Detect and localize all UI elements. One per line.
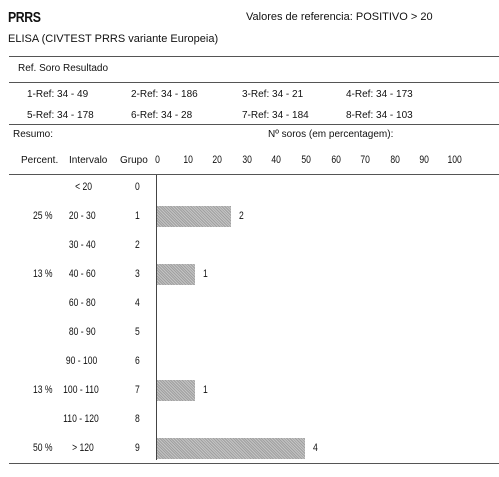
ref-item: 3-Ref: 34 - 21 bbox=[242, 89, 304, 100]
group-label: 5 bbox=[135, 326, 140, 338]
group-label: 4 bbox=[135, 297, 140, 309]
bar bbox=[157, 206, 231, 227]
page-title: PRRS bbox=[8, 9, 41, 26]
x-tick-label: 60 bbox=[330, 154, 341, 166]
x-tick-label: 80 bbox=[390, 154, 400, 166]
divider bbox=[9, 56, 499, 57]
col-percent-header: Percent. bbox=[21, 155, 59, 166]
group-label: 2 bbox=[135, 239, 140, 251]
group-label: 6 bbox=[135, 355, 140, 367]
x-tick-label: 50 bbox=[301, 154, 311, 166]
group-label: 7 bbox=[135, 384, 140, 396]
reference-values: Valores de referencia: POSITIVO > 20 bbox=[246, 11, 433, 23]
x-tick-label: 10 bbox=[182, 154, 193, 166]
divider bbox=[9, 82, 499, 83]
col-group-header: Grupo bbox=[120, 155, 148, 166]
test-subtitle: ELISA (CIVTEST PRRS variante Europeia) bbox=[8, 33, 219, 45]
interval-label: > 120 bbox=[72, 442, 94, 454]
group-label: 8 bbox=[135, 413, 140, 425]
interval-label: 100 - 110 bbox=[63, 384, 99, 396]
x-tick-label: 30 bbox=[242, 154, 252, 166]
bar bbox=[157, 438, 305, 459]
col-interval-header: Intervalo bbox=[69, 155, 108, 166]
x-tick-label: 0 bbox=[155, 154, 160, 166]
ref-item: 7-Ref: 34 - 184 bbox=[242, 110, 309, 121]
x-tick-label: 40 bbox=[271, 154, 282, 166]
refs-heading: Ref. Soro Resultado bbox=[18, 63, 109, 74]
data-label: 2 bbox=[239, 210, 244, 222]
group-label: 3 bbox=[135, 268, 140, 280]
summary-label: Resumo: bbox=[13, 129, 54, 140]
group-label: 1 bbox=[135, 210, 140, 222]
percent-label: 13 % bbox=[33, 268, 53, 280]
interval-label: 30 - 40 bbox=[68, 239, 96, 251]
group-label: 0 bbox=[135, 181, 140, 193]
divider bbox=[9, 463, 499, 464]
x-tick-label: 100 bbox=[447, 154, 462, 166]
interval-label: 80 - 90 bbox=[68, 326, 96, 338]
data-label: 4 bbox=[313, 442, 318, 454]
x-tick-label: 70 bbox=[360, 154, 371, 166]
interval-label: 20 - 30 bbox=[68, 210, 96, 222]
percent-label: 13 % bbox=[33, 384, 53, 396]
percent-label: 50 % bbox=[33, 442, 53, 454]
interval-label: 110 - 120 bbox=[63, 413, 99, 425]
ref-item: 6-Ref: 34 - 28 bbox=[131, 110, 193, 121]
x-tick-label: 20 bbox=[212, 154, 223, 166]
chart-title: Nº soros (em percentagem): bbox=[268, 129, 394, 140]
ref-item: 5-Ref: 34 - 178 bbox=[27, 110, 94, 121]
divider bbox=[9, 174, 499, 175]
percent-label: 25 % bbox=[33, 210, 53, 222]
interval-label: 60 - 80 bbox=[68, 297, 96, 309]
bar bbox=[157, 264, 195, 285]
interval-label: 40 - 60 bbox=[68, 268, 96, 280]
x-tick-label: 90 bbox=[419, 154, 430, 166]
divider bbox=[9, 124, 499, 125]
bar bbox=[157, 380, 195, 401]
ref-item: 1-Ref: 34 - 49 bbox=[27, 89, 89, 100]
ref-item: 2-Ref: 34 - 186 bbox=[131, 89, 198, 100]
interval-label: 90 - 100 bbox=[65, 355, 98, 367]
ref-item: 8-Ref: 34 - 103 bbox=[346, 110, 413, 121]
data-label: 1 bbox=[203, 268, 209, 280]
ref-item: 4-Ref: 34 - 173 bbox=[346, 89, 413, 100]
interval-label: < 20 bbox=[75, 181, 93, 193]
data-label: 1 bbox=[203, 384, 209, 396]
group-label: 9 bbox=[135, 442, 140, 454]
